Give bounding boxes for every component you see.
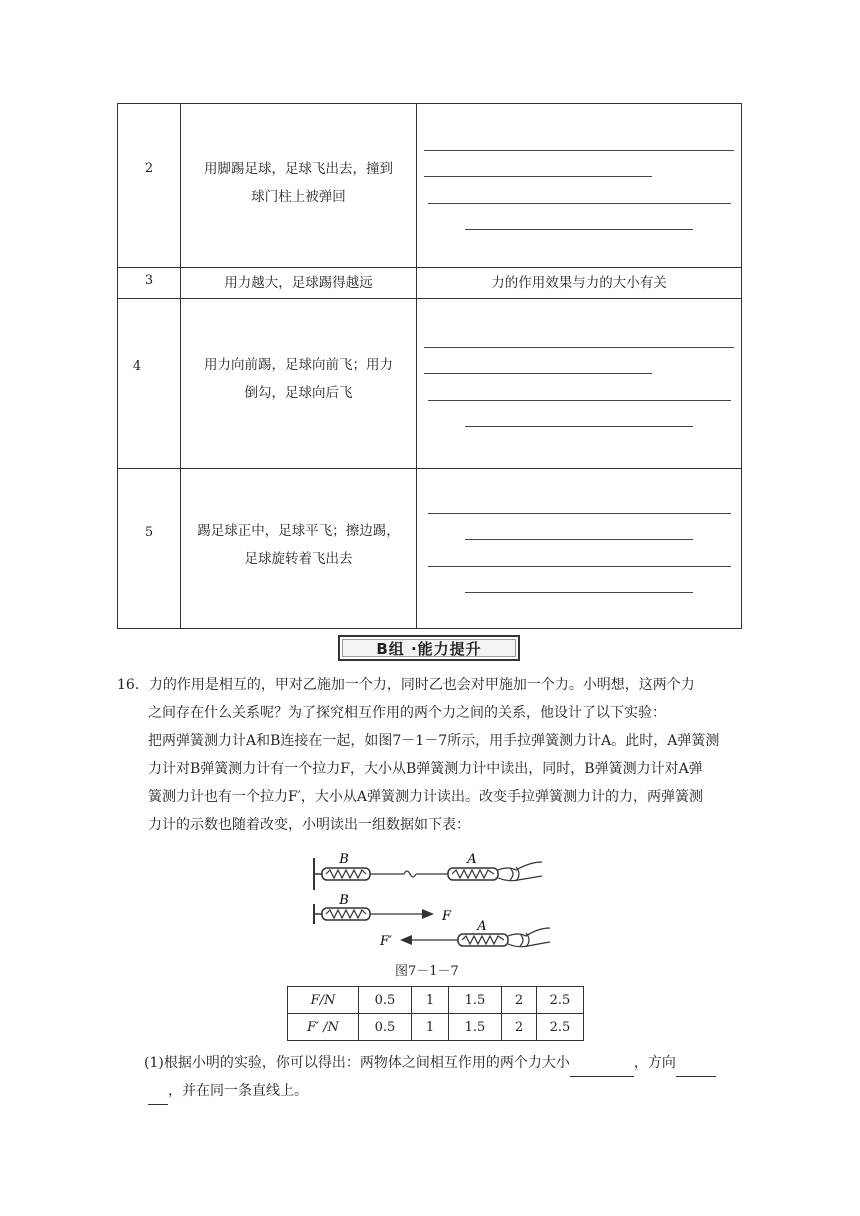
question-line: 之间存在什么关系呢？为了探究相互作用的两个力之间的关系，他设计了以下实验： [148,705,666,721]
table-cell: 2.5 [537,1014,584,1041]
label-a: A [467,852,477,867]
row-description: 用脚踢足球，足球飞出去，撞到 球门柱上被弹回 [204,161,393,205]
figure-caption: 图7－1－7 [395,964,459,979]
table-cell: 0.5 [359,1014,412,1041]
question-line: 把两弹簧测力计A和B连接在一起，如图7－1－7所示，用手拉弹簧测力计A。此时，A弹簧测 [148,733,720,749]
table-row [288,987,584,1014]
section-banner: B组 ·能力提升 [338,635,520,661]
table-cell: 2 [502,987,537,1014]
row-number: 2 [144,161,154,176]
table-cell: 0.5 [359,987,412,1014]
label-b: B [339,893,349,908]
table-row [288,1014,584,1041]
row-header: F/N [288,987,359,1014]
row-number: 5 [144,525,154,540]
table-cell: 1 [412,1014,449,1041]
row-answer: 力的作用效果与力的大小有关 [491,275,667,291]
question-line: 簧测力计也有一个拉力F′，大小从A弹簧测力计读出。改变手拉弹簧测力计的力，两弹簧测 [148,789,704,805]
table-cell: 1 [412,987,449,1014]
label-b: B [339,852,349,867]
question-line: 力计的示数也随着改变，小明读出一组数据如下表： [148,817,470,833]
spring-scale-figure [300,848,550,954]
label-f-prime: F′ [380,934,392,949]
table-cell: 2 [502,1014,537,1041]
row-description: 用力向前踢，足球向前飞；用力 倒勾，足球向后飞 [204,357,393,401]
experiment-table [117,103,742,629]
table-cell: 2.5 [537,987,584,1014]
question-line: 力计对B弹簧测力计有一个拉力F，大小从B弹簧测力计中读出，同时，B弹簧测力计对A弹 [148,761,703,777]
label-a: A [477,919,487,934]
row-number: 3 [144,273,154,288]
sub-question-1-cont: ，并在同一条直线上。 [148,1077,308,1105]
label-f: F [442,909,452,924]
row-number: 4 [132,359,142,374]
data-table [287,986,584,1041]
row-header: F′ /N [288,1014,359,1041]
question-line: 16．力的作用是相互的，甲对乙施加一个力，同时乙也会对甲施加一个力。小明想，这两个力 [117,677,695,693]
answer-blank[interactable] [570,1058,634,1077]
answer-blank[interactable] [148,1086,168,1105]
row-description: 踢足球正中，足球平飞；擦边踢， 足球旋转着飞出去 [197,523,400,567]
table-cell: 1.5 [449,1014,502,1041]
answer-blank[interactable] [676,1058,716,1077]
table-cell: 1.5 [449,987,502,1014]
row-description: 用力越大，足球踢得越远 [224,275,373,291]
sub-question-1: (1)根据小明的实验，你可以得出：两物体之间相互作用的两个力大小 ，方向 [144,1049,716,1077]
